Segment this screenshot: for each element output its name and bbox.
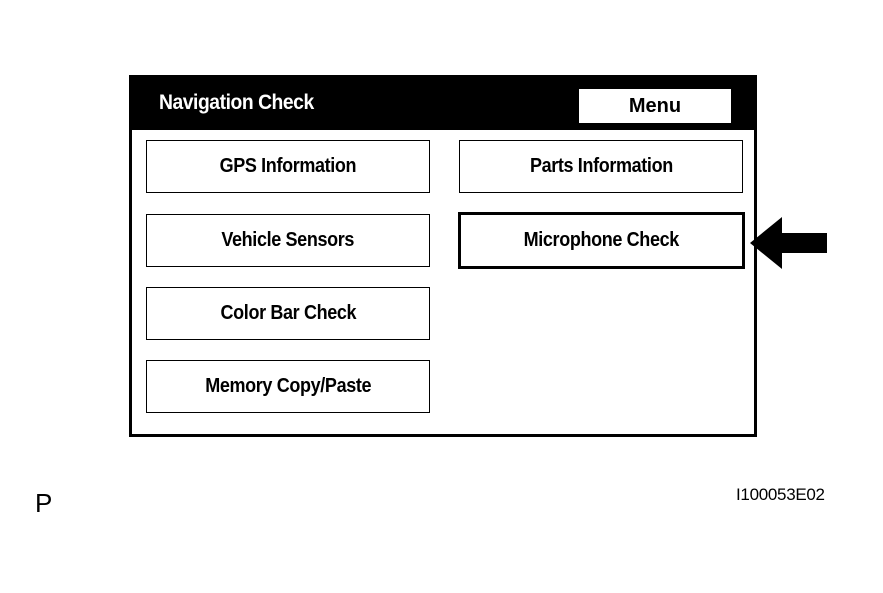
screen-title: Navigation Check <box>159 91 314 114</box>
parts-information-label: Parts Information <box>529 155 673 177</box>
gps-information-button[interactable] <box>146 140 430 193</box>
memory-copy-paste-button[interactable] <box>146 360 430 413</box>
page-letter: P <box>35 488 53 518</box>
vehicle-sensors-label: Vehicle Sensors <box>221 229 355 251</box>
microphone-check-label: Microphone Check <box>523 229 680 251</box>
microphone-check-button[interactable] <box>458 212 745 269</box>
color-bar-check-button[interactable] <box>146 287 430 340</box>
figure-code: I100053E02 <box>736 485 825 504</box>
title-bar <box>132 78 754 130</box>
parts-information-button[interactable] <box>459 140 743 193</box>
left-arrow-icon <box>748 215 828 271</box>
color-bar-check-label: Color Bar Check <box>220 302 356 324</box>
gps-information-label: GPS Information <box>219 155 357 177</box>
navigation-check-screen <box>129 75 757 437</box>
menu-button[interactable]: Menu <box>579 89 731 123</box>
vehicle-sensors-button[interactable] <box>146 214 430 267</box>
memory-copy-paste-label: Memory Copy/Paste <box>205 375 371 397</box>
